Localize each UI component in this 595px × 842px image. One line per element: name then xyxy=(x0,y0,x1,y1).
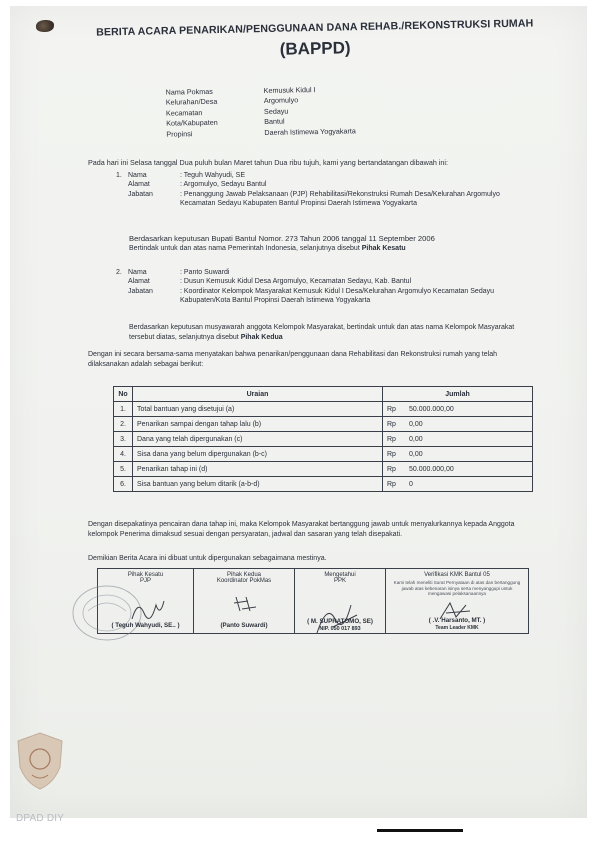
nama-label: Nama xyxy=(128,269,147,276)
header-jumlah: Jumlah xyxy=(383,387,533,402)
row-amount: 0 xyxy=(405,477,533,492)
row-currency: Rp xyxy=(383,447,406,462)
row-uraian: Penarikan sampai dengan tahap lalu (b) xyxy=(133,417,383,432)
jabatan-value: : Penanggung Jawab Pelaksanaan (PJP) Rehabilitasi/Rekonstruksi Rumah Desa/Kelurahan Argomulyo Kecamatan Sedayu Kabupaten Bantul Propinsi Daerah Istimewa Yogyakarta xyxy=(180,190,500,208)
intro-paragraph: Pada hari ini Selasa tanggal Dua puluh bulan Maret tahun Dua ribu tujuh, kami yang bertandatangan dibawah ini: xyxy=(88,158,449,167)
alamat-value: : Argomulyo, Sedayu Bantul xyxy=(180,181,267,189)
row-currency: Rp xyxy=(383,432,406,447)
signatory-name: (Panto Suwardi) xyxy=(220,622,268,629)
statement-paragraph: Dengan ini secara bersama-sama menyatakan bahwa penarikan/penggunaan dana Rehabilitasi dan Rekonstruksi rumah yang telah dilaksanakan adalah sebagai berikut: xyxy=(88,351,497,368)
demikian-paragraph: Demikian Berita Acara ini dibuat untuk dipergunakan sebagaimana mestinya. xyxy=(88,555,327,562)
signature-cell-ppk xyxy=(295,569,386,633)
signature-subtitle: Koordinator PokMas xyxy=(216,578,272,584)
signature-cell-kmk xyxy=(386,569,528,633)
row-uraian: Dana yang telah dipergunakan (c) xyxy=(133,432,383,447)
table-row xyxy=(114,477,533,492)
decision-line: Bertindak untuk dan atas nama Pemerintah Indonesia, selanjutnya disebut xyxy=(129,245,362,252)
decision-line: Berdasarkan keputusan musyawarah anggota Kelompok Masyarakat, bertindak untuk dan atas nama Kelompok Masyarakat tersebut diatas, selanjutnya disebut xyxy=(129,324,515,341)
pokmas-value: Kemusuk Kidul I xyxy=(263,85,316,95)
header-uraian: Uraian xyxy=(133,387,383,402)
row-currency: Rp xyxy=(383,477,406,492)
pokmas-label: Kota/Kabupaten xyxy=(166,117,218,128)
signatory-name: ( M. SUPRATOMO, SE) xyxy=(307,618,373,625)
alamat-label: Alamat xyxy=(128,278,150,286)
signatory-role: Team Leader KMK xyxy=(435,625,479,631)
party-number: 2. xyxy=(116,269,122,276)
header-no: No xyxy=(114,387,133,402)
signatory-name: ( .V. Harsanto, MT. ) xyxy=(428,617,486,624)
bottom-rule xyxy=(377,829,463,832)
alamat-label: Alamat xyxy=(128,181,150,189)
pokmas-value: Argomulyo xyxy=(263,95,299,106)
row-uraian: Total bantuan yang disetujui (a) xyxy=(133,402,383,417)
signature-scribble-icon xyxy=(230,593,260,615)
dpad-seal-icon xyxy=(14,731,66,791)
party-one-block xyxy=(116,171,516,209)
party-two-block xyxy=(116,268,526,306)
table-row xyxy=(114,447,533,462)
row-amount: 50.000.000,00 xyxy=(405,462,533,477)
row-no: 3. xyxy=(114,432,133,447)
pokmas-value: Daerah Istimewa Yogyakarta xyxy=(264,125,356,137)
alamat-value: : Dusun Kemusuk Kidul Desa Argomulyo, Kecamatan Sedayu, Kab. Bantul xyxy=(180,278,412,286)
signature-subtitle: PPK xyxy=(333,578,346,584)
verification-note: Kami telah meneliti Surat Pernyataan di atas dan bertanggung jawab atas kebenaran isinya serta menyanggupi untuk mengawasi pelaksanaannya xyxy=(393,580,521,597)
funds-table xyxy=(113,386,533,492)
signature-title: Mengetahui xyxy=(324,572,356,578)
row-amount: 0,00 xyxy=(405,447,533,462)
row-uraian: Penarikan tahap ini (d) xyxy=(133,462,383,477)
pokmas-info xyxy=(166,84,356,139)
source-watermark: DPAD DIY xyxy=(16,813,65,824)
table-row xyxy=(114,417,533,432)
document-subtitle: (BAPPD) xyxy=(279,38,351,59)
decision-line: Berdasarkan keputusan Bupati Bantul Nomor. 273 Tahun 2006 tanggal 11 September 2006 xyxy=(129,234,435,243)
row-no: 1. xyxy=(114,402,133,417)
table-header-row xyxy=(114,387,533,402)
pokmas-label: Kelurahan/Desa xyxy=(165,97,218,108)
row-amount: 0,00 xyxy=(405,432,533,447)
binder-clip-mark xyxy=(36,20,54,32)
signature-title: Pihak Kesatu xyxy=(127,572,164,578)
signatory-nip: NIP. 050 017 893 xyxy=(319,626,361,632)
table-row xyxy=(114,462,533,477)
row-uraian: Sisa dana yang belum dipergunakan (b-c) xyxy=(133,447,383,462)
row-no: 2. xyxy=(114,417,133,432)
signature-scribble-icon xyxy=(128,595,168,625)
row-uraian: Sisa bantuan yang belum ditarik (a-b-d) xyxy=(133,477,383,492)
party-designation: Pihak Kedua xyxy=(240,333,283,341)
signatory-name: ( Teguh Wahyudi, SE.. ) xyxy=(111,622,180,629)
nama-value: : Teguh Wahyudi, SE xyxy=(180,172,245,179)
pokmas-value: Sedayu xyxy=(263,106,289,116)
signature-title: Pihak Kedua xyxy=(226,572,262,578)
jabatan-label: Jabatan xyxy=(128,190,153,198)
row-amount: 0,00 xyxy=(405,417,533,432)
pokmas-value: Bantul xyxy=(264,116,285,127)
jabatan-value: : Koordinator Kelompok Masyarakat Kemusuk Kidul I Desa/Kelurahan Argomulyo Kecamatan Sedayu Kabupaten/Kota Bantul Propinsi Daerah Istimewa Yogyakarta xyxy=(180,287,495,305)
jabatan-label: Jabatan xyxy=(128,287,153,295)
party-one-decision xyxy=(129,234,529,254)
party-designation: Pihak Kesatu xyxy=(361,245,406,252)
row-currency: Rp xyxy=(383,417,406,432)
row-currency: Rp xyxy=(383,462,406,477)
row-currency: Rp xyxy=(383,402,406,417)
party-two-decision xyxy=(129,323,529,342)
table-row xyxy=(114,402,533,417)
table-row xyxy=(114,432,533,447)
document-title: BERITA ACARA PENARIKAN/PENGGUNAAN DANA REHAB./REKONSTRUKSI RUMAH xyxy=(96,17,534,39)
closing-paragraph: Dengan disepakatinya pencairan dana tahap ini, maka Kelompok Masyarakat bertanggung jawab untuk menyalurkannya kepada Anggota kelompok Penerima dimaksud sesuai dengan persyaratan, jadwal dan sasaran yang telah disepakati. xyxy=(88,521,515,538)
party-number: 1. xyxy=(116,172,122,179)
row-amount: 50.000.000,00 xyxy=(405,402,533,417)
row-no: 6. xyxy=(114,477,133,492)
pokmas-label: Propinsi xyxy=(166,128,193,139)
pokmas-label: Kecamatan xyxy=(165,107,203,118)
signature-title: Verifikasi KMK Bantul 05 xyxy=(424,572,490,578)
nama-value: : Panto Suwardi xyxy=(180,269,230,276)
pokmas-label: Nama Pokmas xyxy=(165,86,213,97)
signature-cell-pihak-kesatu xyxy=(98,569,194,633)
row-no: 5. xyxy=(114,462,133,477)
nama-label: Nama xyxy=(128,172,147,179)
row-no: 4. xyxy=(114,447,133,462)
signature-table xyxy=(97,568,529,634)
signature-cell-pihak-kedua xyxy=(194,569,295,633)
signature-subtitle: PJP xyxy=(139,578,151,584)
